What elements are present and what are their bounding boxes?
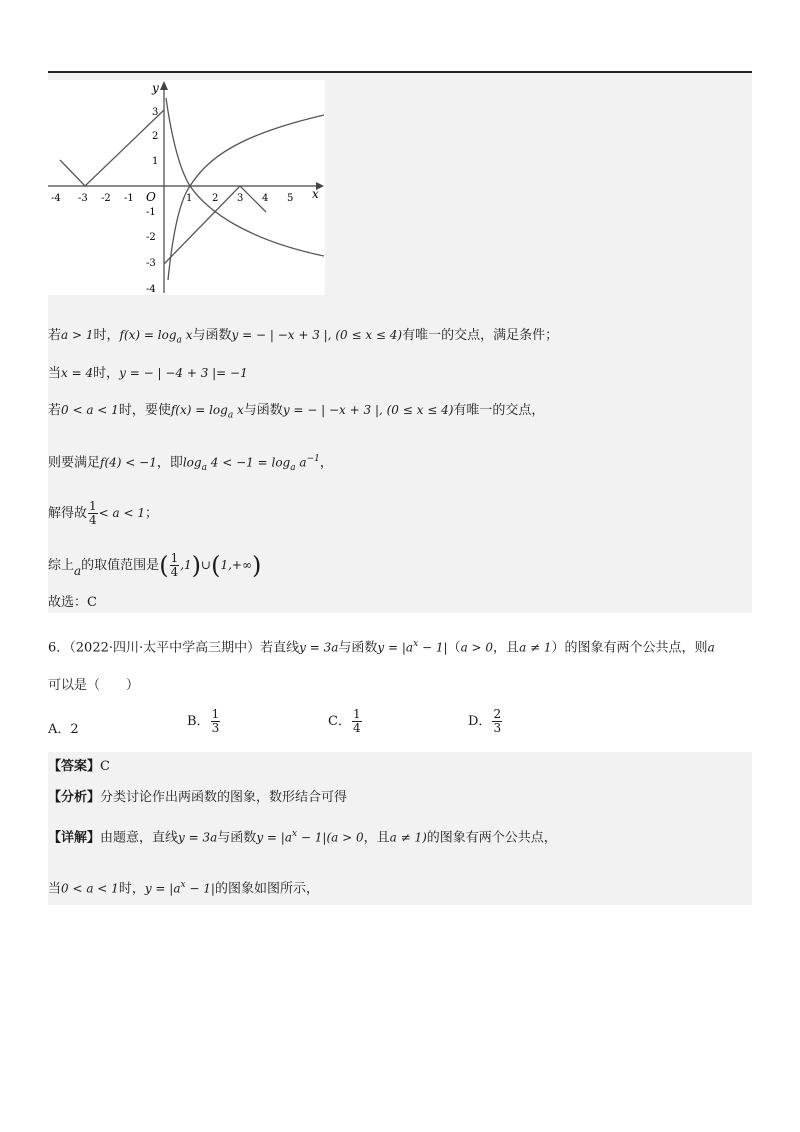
origin-label: O	[146, 190, 156, 204]
fraction: $\frac{1}{4}$	[89, 499, 97, 527]
fraction: $\frac{1}{4}$	[352, 707, 361, 735]
solution-line-2: 当x = 4时，y = − | −4 + 3 |= −1	[48, 366, 248, 381]
x-tick: -3	[78, 193, 88, 204]
option-d[interactable]: D． $\frac{2}{3}$	[468, 707, 502, 735]
solution-line-7: 故选：C	[48, 595, 97, 610]
x-tick: -4	[51, 193, 61, 204]
question-6-stem-line2: 可以是（ ）	[48, 678, 140, 693]
analysis-line: 【分析】分类讨论作出两函数的图象，数形结合可得	[48, 790, 348, 805]
y-tick: 3	[152, 107, 159, 118]
option-c[interactable]: C． $\frac{1}{4}$	[328, 707, 361, 735]
y-axis-arrow	[160, 81, 168, 90]
x-tick: 4	[262, 193, 269, 204]
fraction: $\frac{1}{3}$	[211, 707, 220, 735]
x-tick: -1	[124, 193, 134, 204]
x-tick: 5	[287, 193, 294, 204]
option-a[interactable]: A．2	[48, 722, 79, 737]
y-tick: -3	[146, 258, 156, 269]
detail-line-1: 【详解】由题意，直线y = 3a与函数$y = |a^x - 1|(a > 0$，且a ≠ 1)的图象有两个公共点，	[48, 829, 557, 846]
function-graph	[48, 80, 325, 295]
x-axis-label: x	[312, 187, 319, 201]
y-tick: -1	[146, 207, 156, 218]
y-tick: 2	[152, 131, 159, 142]
solution-line-1: 若a > 1时，$f(x) = \log_a x$与函数y = − | −x + 3 |, (0 ≤ x ≤ 4)有唯一的交点，满足条件；	[48, 328, 559, 346]
x-tick: 2	[212, 193, 219, 204]
option-b[interactable]: B． $\frac{1}{3}$	[187, 707, 220, 735]
x-tick: -2	[101, 193, 111, 204]
fraction: $\frac{2}{3}$	[493, 707, 502, 735]
y-axis-label: y	[152, 81, 159, 95]
detail-line-2: 当0 < a < 1时，$y = |a^x - 1|$的图象如图所示，	[48, 880, 319, 897]
solution-line-6: 综上a的取值范围是( $\frac{1}{4}$ ,1)∪(1,+∞)	[48, 551, 262, 580]
graph-svg	[48, 80, 325, 295]
log-curve-decreasing	[166, 98, 324, 256]
fraction: $\frac{1}{4}$	[170, 551, 179, 579]
x-tick: 1	[186, 193, 193, 204]
question-6-stem: 6．（2022·四川·太平中学高三期中）若直线y = 3a与函数$y = |a^x - 1|(a > 0$，且a ≠ 1）的图象有两个公共点，则a	[48, 639, 715, 656]
y-tick: 1	[152, 156, 159, 167]
answer-line: 【答案】C	[48, 759, 110, 774]
solution-line-3: 若0 < a < 1时，要使$f(x) = \log_a x$与函数y = − | −x + 3 |, (0 ≤ x ≤ 4)有唯一的交点，	[48, 403, 545, 421]
solution-line-5: 解得故 $\frac{1}{4}$ < a < 1；	[48, 499, 159, 527]
y-tick: -2	[146, 232, 156, 243]
abs-v-curve	[60, 110, 164, 186]
solution-line-4: 则要满足f(4) < −1，即$\log_a 4 < -1 = \log_a a^{-1}$，	[48, 454, 333, 473]
x-tick: 3	[237, 193, 244, 204]
y-tick: -4	[146, 284, 156, 295]
